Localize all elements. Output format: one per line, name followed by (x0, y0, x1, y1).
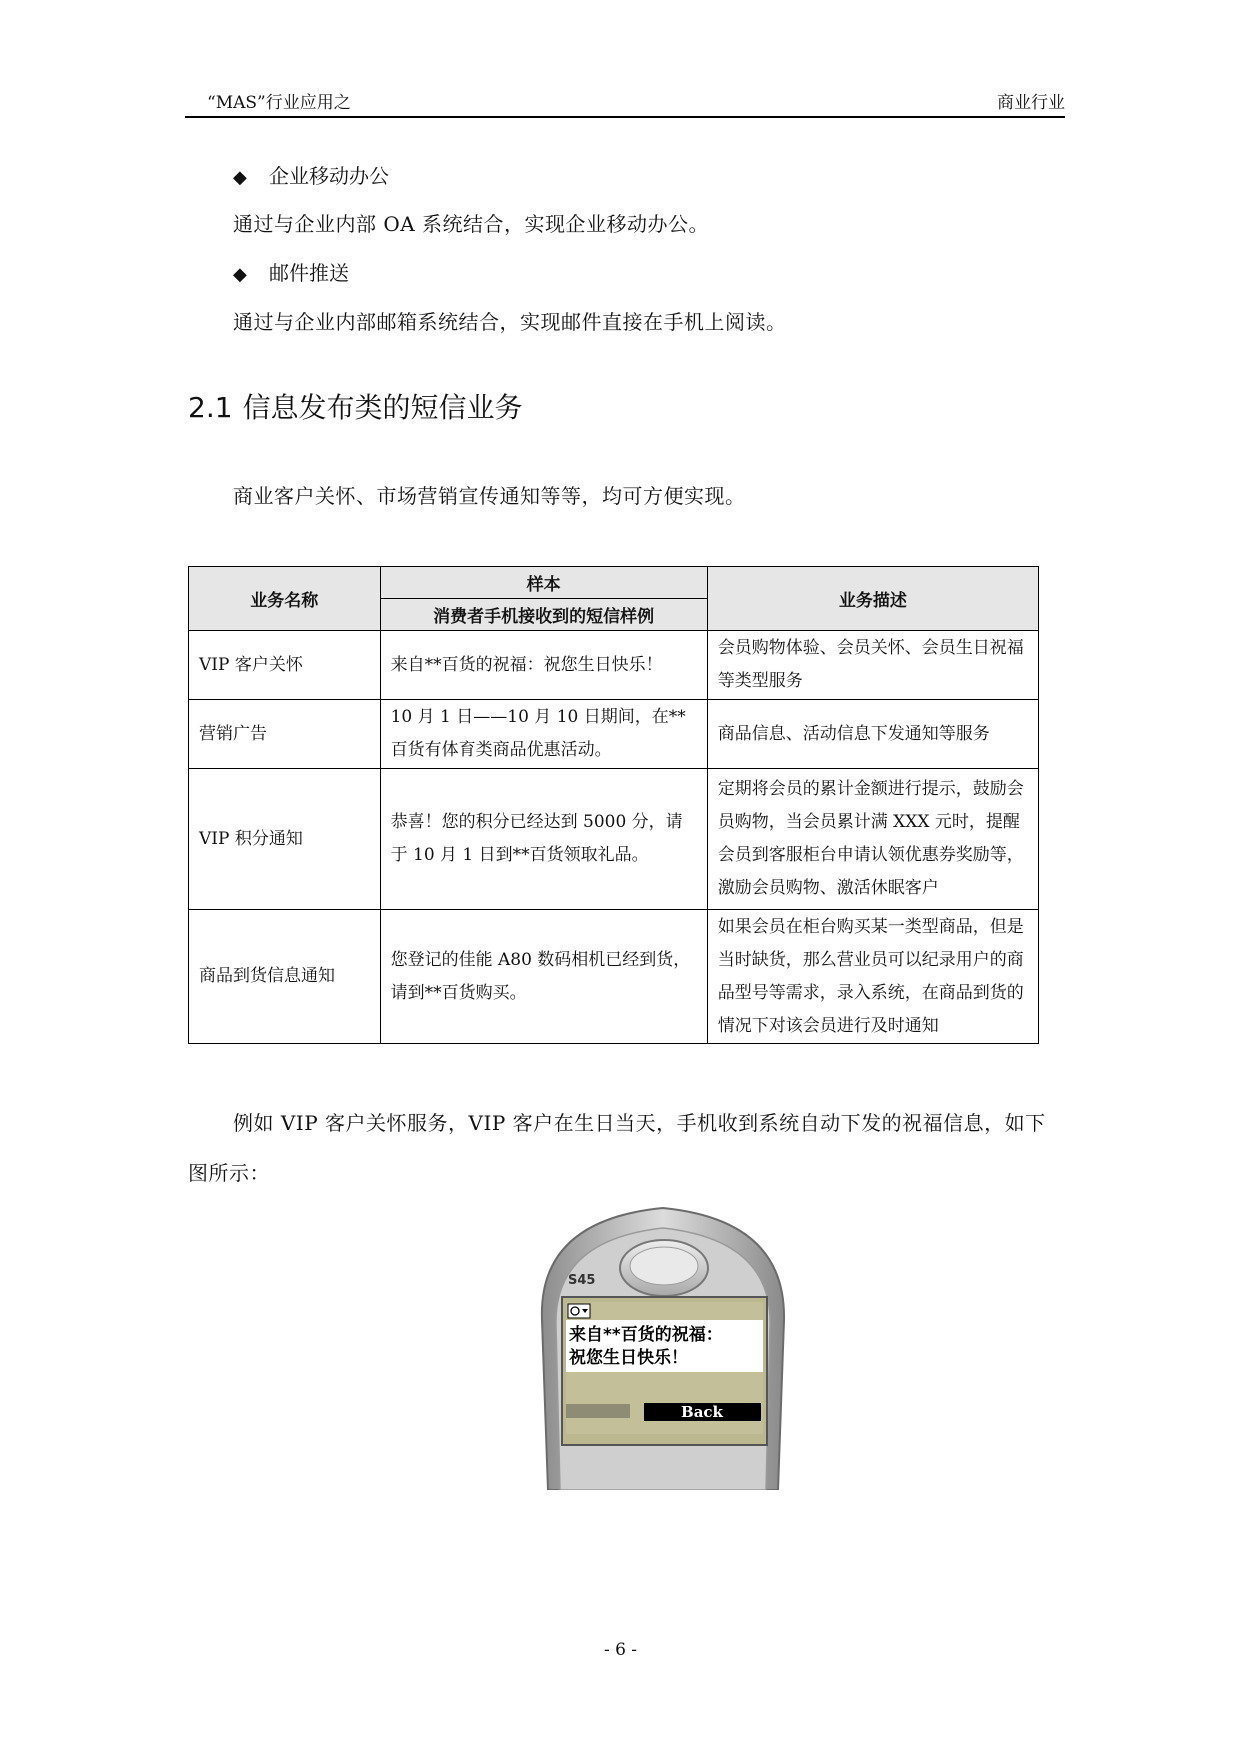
bullet-description: 通过与企业内部邮箱系统结合，实现邮件直接在手机上阅读。 (233, 310, 787, 334)
cell-service-name: 商品到货信息通知 (189, 910, 381, 1044)
table-row (189, 700, 1039, 769)
phone-model-label: S45 (568, 1273, 596, 1288)
back-label: Back (681, 1403, 723, 1421)
bullet-item (233, 257, 349, 286)
cell-service-name: VIP 积分通知 (189, 769, 381, 910)
table-row (189, 910, 1039, 1044)
cell-sample: 10 月 1 日——10 月 10 日期间，在**百货有体育类商品优惠活动。 (380, 700, 707, 769)
cell-description: 会员购物体验、会员关怀、会员生日祝福等类型服务 (707, 631, 1038, 700)
phone-image (528, 1200, 798, 1490)
cell-sample: 您登记的佳能 A80 数码相机已经到货，请到**百货购买。 (380, 910, 707, 1044)
cell-description: 定期将会员的累计金额进行提示，鼓励会员购物，当会员累计满 XXX 元时，提醒会员到客服柜台申请认领优惠券奖励等，激励会员购物、激活休眠客户 (707, 769, 1038, 910)
header-sample: 样本 (380, 567, 707, 599)
phone-message-line2: 祝您生日快乐！ (569, 1348, 688, 1368)
header-service-name: 业务名称 (189, 567, 381, 631)
bullet-description: 通过与企业内部 OA 系统结合，实现企业移动办公。 (233, 212, 710, 236)
header-left-title: “MAS”行业应用之 (207, 93, 351, 113)
page-header (185, 88, 1065, 118)
header-description: 业务描述 (707, 567, 1038, 631)
message-icon (568, 1304, 590, 1318)
section-number: 2.1 (188, 391, 233, 424)
cell-description: 如果会员在柜台购买某一类型商品，但是当时缺货，那么营业员可以纪录用户的商品型号等需求，录入系统，在商品到货的情况下对该会员进行及时通知 (707, 910, 1038, 1044)
header-sample-sub: 消费者手机接收到的短信样例 (380, 599, 707, 631)
header-right-title: 商业行业 (997, 93, 1065, 113)
service-table (188, 566, 1039, 1044)
section-heading (188, 386, 523, 426)
cell-service-name: VIP 客户关怀 (189, 631, 381, 700)
bullet-label: 邮件推送 (269, 261, 349, 285)
table-row (189, 769, 1039, 910)
diamond-bullet-icon: ◆ (233, 264, 247, 285)
phone-message-line1: 来自**百货的祝福： (569, 1325, 723, 1345)
bullet-item (233, 160, 389, 189)
example-paragraph: 例如 VIP 客户关怀服务，VIP 客户在生日当天，手机收到系统自动下发的祝福信息，如下图所示： (188, 1111, 1046, 1185)
cell-sample: 恭喜！您的积分已经达到 5000 分，请于 10 月 1 日到**百货领取礼品。 (380, 769, 707, 910)
diamond-bullet-icon: ◆ (233, 167, 247, 188)
intro-paragraph: 商业客户关怀、市场营销宣传通知等等，均可方便实现。 (233, 484, 746, 508)
cell-description: 商品信息、活动信息下发通知等服务 (707, 700, 1038, 769)
section-title-text: 信息发布类的短信业务 (242, 391, 523, 424)
bullet-label: 企业移动办公 (269, 164, 389, 188)
cell-sample: 来自**百货的祝福：祝您生日快乐！ (380, 631, 707, 700)
table-row (189, 631, 1039, 700)
page-number: - 6 - (603, 1640, 638, 1660)
cell-service-name: 营销广告 (189, 700, 381, 769)
